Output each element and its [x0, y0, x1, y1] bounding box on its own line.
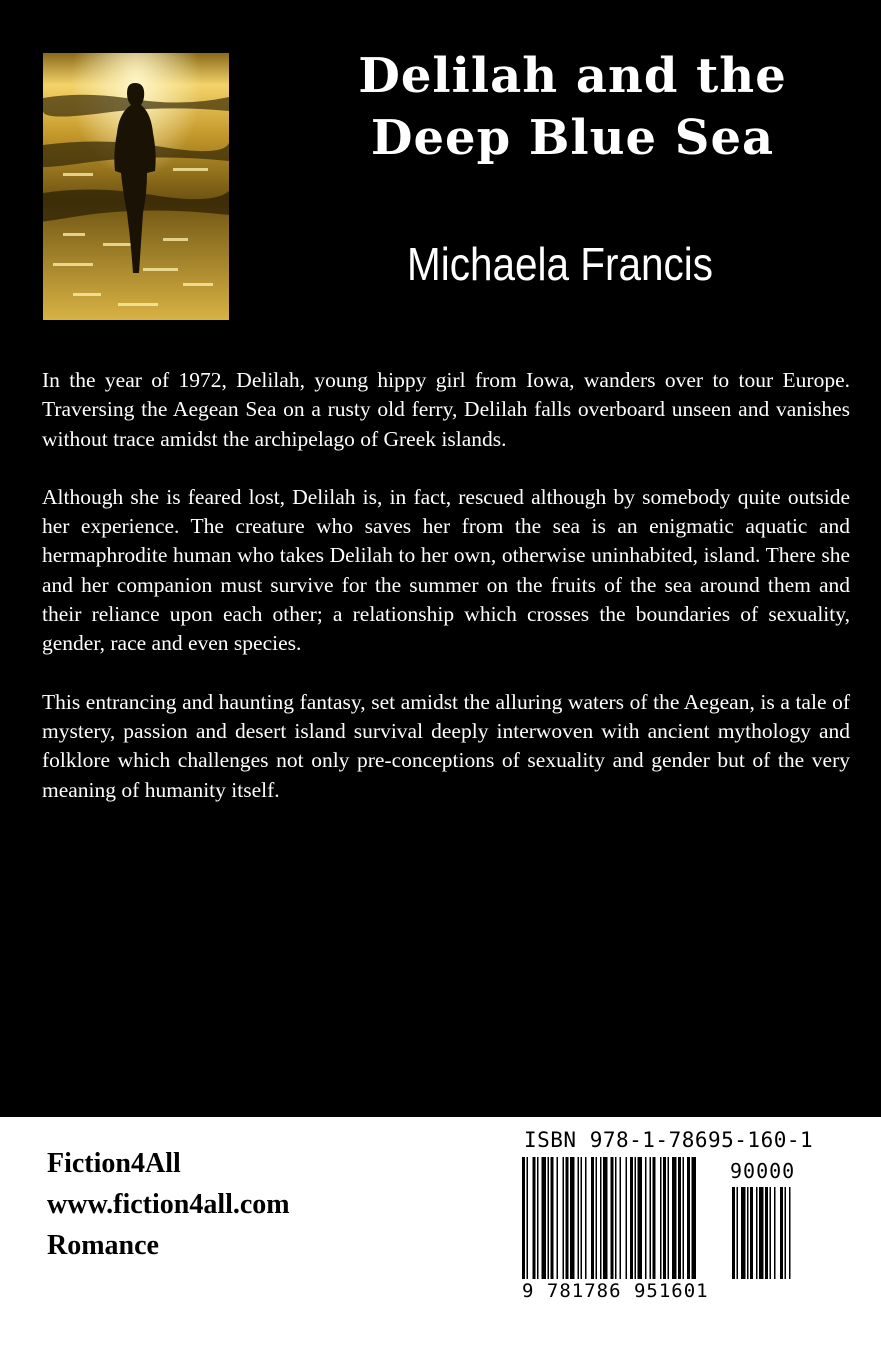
barcode-bar [596, 1157, 598, 1279]
barcode-addon-bar [747, 1187, 749, 1279]
barcode-bar [557, 1157, 559, 1279]
barcode-bar [630, 1157, 633, 1279]
blurb-paragraph: Although she is feared lost, Delilah is, in fact, rescued although by somebody quite outside her experience. The creature who saves her from the sea is an enigmatic aquatic and hermaphrodite human who takes Delilah to her own, otherwise uninhabited, island. There she and her companion must survive for the summer on the fruits of the sea around them and their reliance upon each other; a relationship which crosses the boundaries of sexuality, gender, race and even species. [42, 484, 850, 656]
barcode-bar [581, 1157, 583, 1279]
publisher-info [47, 1143, 290, 1266]
barcode-bar [683, 1157, 685, 1279]
barcode-addon-bar [741, 1187, 746, 1279]
barcode-addon-bar [750, 1187, 753, 1279]
blurb-paragraph: This entrancing and haunting fantasy, set amidst the alluring waters of the Aegean, is a tale of mystery, passion and desert island survival deeply interwoven with ancient mythology and folklore which challenges not only pre-conceptions of sexuality and gender but of the very meaning of humanity itself. [42, 689, 850, 802]
barcode-bar [638, 1157, 643, 1279]
barcode-addon-bar [737, 1187, 739, 1279]
barcode-addon-digits: 90000 [730, 1159, 796, 1183]
publisher-website: www.fiction4all.com [47, 1189, 290, 1220]
barcode-bar [672, 1157, 677, 1279]
barcode-addon-bar [780, 1187, 783, 1279]
barcode-bar [635, 1157, 637, 1279]
isbn-label: ISBN 978-1-78695-160-1 [524, 1128, 814, 1152]
barcode-bar [668, 1157, 670, 1279]
barcode-bar [653, 1157, 656, 1279]
book-title [300, 45, 845, 169]
barcode-bar [542, 1157, 547, 1279]
barcode-bar [615, 1157, 617, 1279]
barcode-addon-bar [759, 1187, 764, 1279]
barcode-bar [548, 1157, 550, 1279]
barcode-addon-bar [732, 1187, 735, 1279]
barcode-bar [620, 1157, 622, 1279]
barcode-addon-bar [774, 1187, 776, 1279]
barcode-bar [537, 1157, 539, 1279]
footer-panel [0, 1117, 881, 1360]
blurb-paragraph: In the year of 1972, Delilah, young hippy girl from Iowa, wanders over to tour Europe. Traversing the Aegean Sea on a rusty old ferry, Delilah falls overboard unseen and vanishes without trace amidst the archipelago of Greek islands. [42, 368, 850, 451]
barcode-bar [611, 1157, 614, 1279]
barcode-bar [678, 1157, 681, 1279]
barcode-bar [645, 1157, 647, 1279]
title-line-1: Delilah and the [358, 48, 787, 104]
blurb [42, 366, 850, 834]
barcode-addon-bar [765, 1187, 768, 1279]
barcode-bar [551, 1157, 554, 1279]
barcode-bar [585, 1157, 587, 1279]
barcode-addon-bar [789, 1187, 791, 1279]
barcode-bar [533, 1157, 536, 1279]
barcode-bar [663, 1157, 666, 1279]
barcode-bar [570, 1157, 575, 1279]
barcode-bar [650, 1157, 652, 1279]
barcode-bar [687, 1157, 690, 1279]
barcode-bar [626, 1157, 628, 1279]
title-line-2: Deep Blue Sea [370, 110, 775, 166]
barcode-bar [692, 1157, 697, 1279]
cover-photo [43, 53, 229, 320]
cover-photo-image [43, 53, 229, 320]
publisher-name: Fiction4All [47, 1148, 181, 1179]
barcode-bar [591, 1157, 594, 1279]
barcode-bar [563, 1157, 565, 1279]
barcode-addon-bar [770, 1187, 772, 1279]
barcode-digits: 9 781786 951601 [522, 1280, 709, 1302]
barcode-addon-bar [785, 1187, 787, 1279]
genre-label: Romance [47, 1230, 159, 1261]
barcode-bar [578, 1157, 580, 1279]
barcode-bar [527, 1157, 529, 1279]
author-name: Michaela Francis [407, 238, 713, 290]
barcode-bar [600, 1157, 602, 1279]
barcode-bar [522, 1157, 525, 1279]
barcode-addon-bar [756, 1187, 758, 1279]
barcode-bar [603, 1157, 608, 1279]
barcode-bar [566, 1157, 569, 1279]
barcode-bar [660, 1157, 662, 1279]
